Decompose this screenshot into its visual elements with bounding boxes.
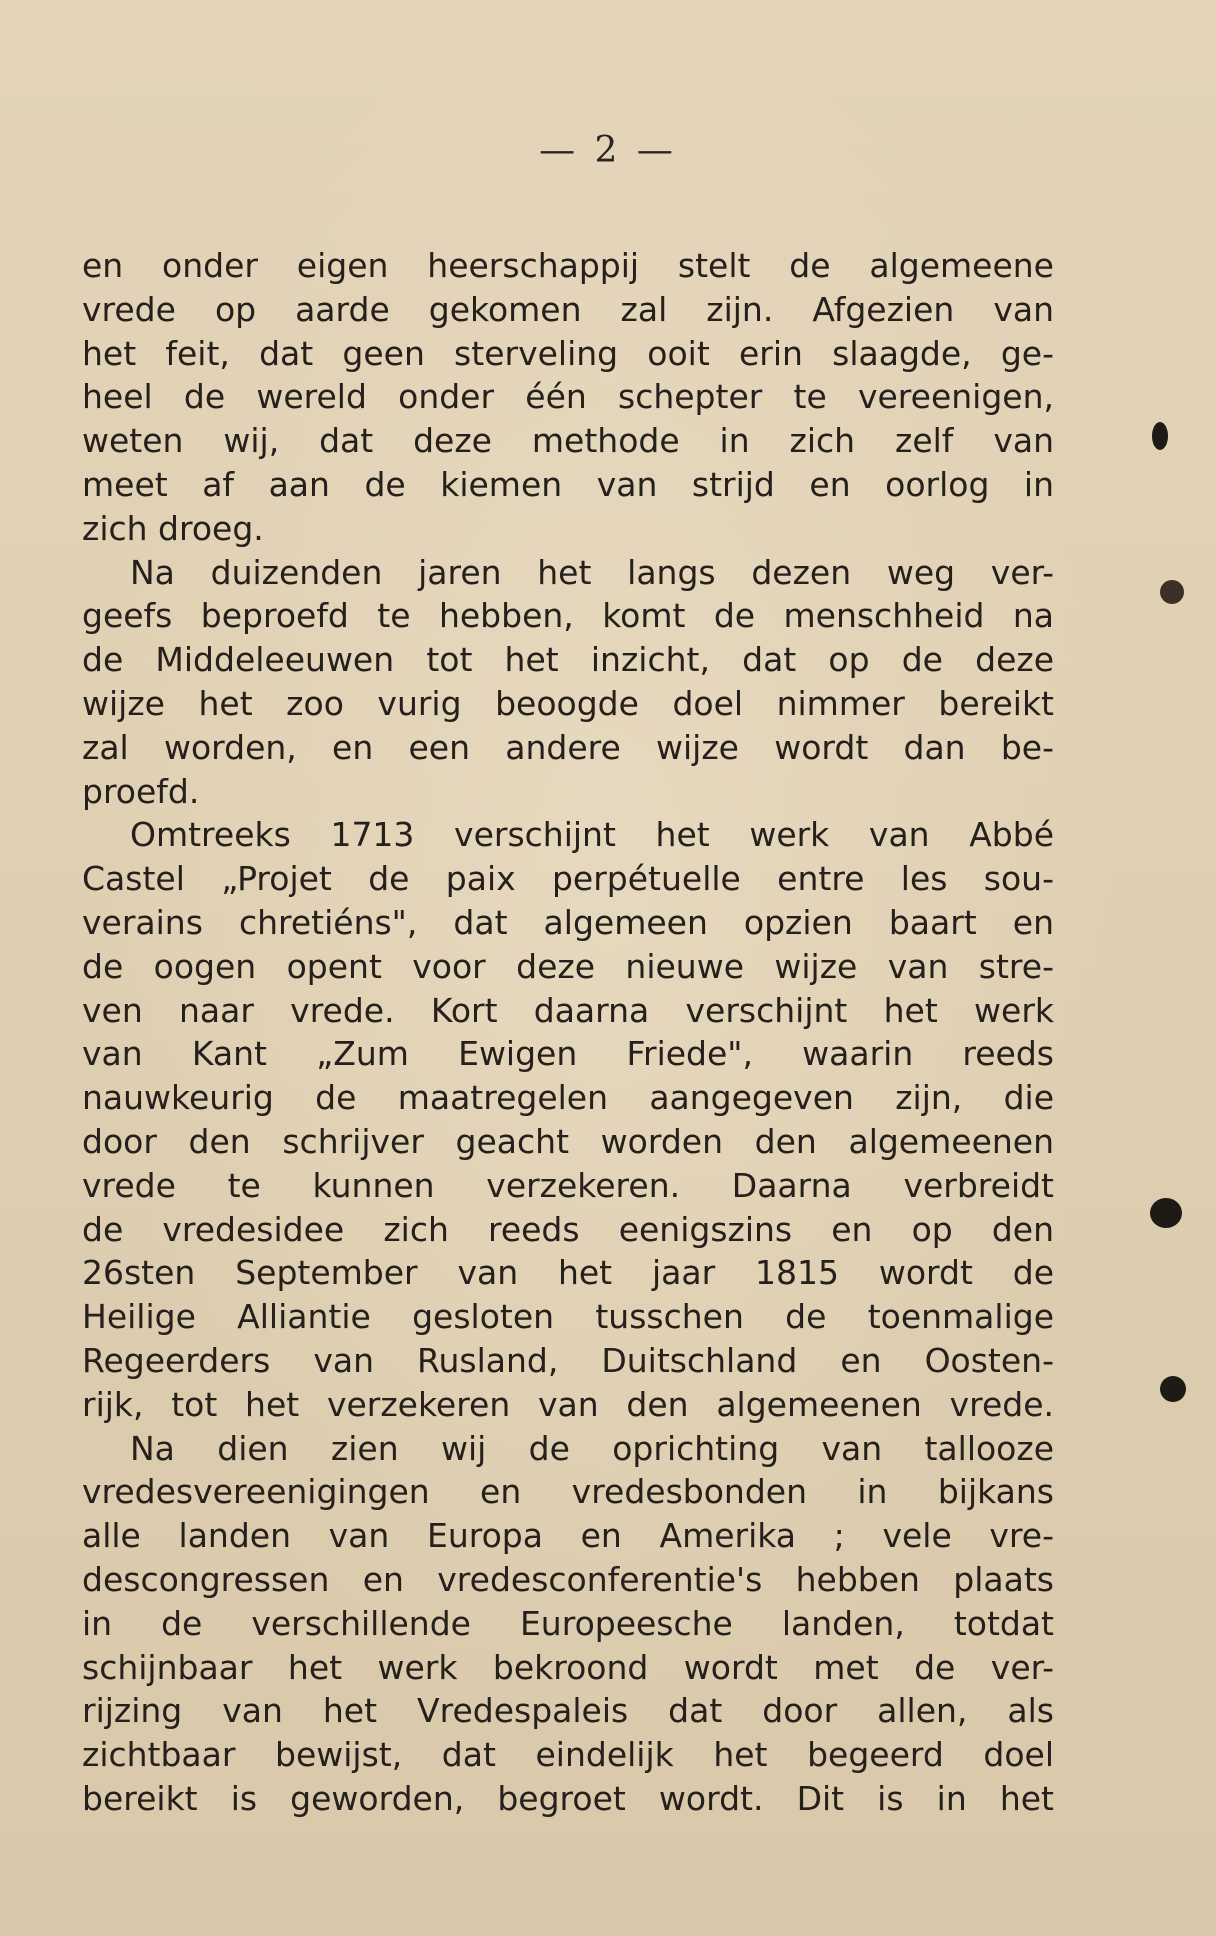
text-line: Na duizenden jaren het langs dezen weg ver- bbox=[130, 552, 1054, 592]
text-line: en onder eigen heerschappij stelt de algemeene bbox=[82, 246, 1054, 285]
page-number: — 2 — bbox=[539, 130, 677, 171]
text-line: wijze het zoo vurig beoogde doel nimmer bereikt bbox=[82, 683, 1054, 723]
text-line: geefs beproefd te hebben, komt de menschheid na bbox=[82, 596, 1054, 636]
text-line: Omtreeks 1713 verschijnt het werk van Abbé bbox=[130, 815, 1054, 855]
binding-hole bbox=[1160, 1376, 1186, 1402]
text-line: verains chretiéns", dat algemeen opzien baart en bbox=[82, 902, 1054, 942]
text-line: zich droeg. bbox=[82, 508, 264, 548]
text-line: vrede op aarde gekomen zal zijn. Afgezien van bbox=[82, 289, 1054, 329]
text-line: rijzing van het Vredespaleis dat door allen, als bbox=[82, 1691, 1054, 1731]
text-line: Na dien zien wij de oprichting van tallooze bbox=[130, 1428, 1054, 1468]
text-line: in de verschillende Europeesche landen, totdat bbox=[82, 1603, 1054, 1643]
text-line: vrede te kunnen verzekeren. Daarna verbreidt bbox=[82, 1165, 1054, 1205]
text-line: descongressen en vredesconferentie's hebben plaats bbox=[82, 1559, 1054, 1599]
body-text bbox=[82, 244, 1054, 1821]
text-line: door den schrijver geacht worden den algemeenen bbox=[82, 1121, 1054, 1161]
text-line: proefd. bbox=[82, 771, 200, 811]
text-line: zichtbaar bewijst, dat eindelijk het begeerd doel bbox=[82, 1735, 1054, 1775]
text-line: heel de wereld onder één schepter te vereenigen, bbox=[82, 377, 1054, 417]
text-line: rijk, tot het verzekeren van den algemeenen vrede. bbox=[82, 1384, 1054, 1424]
binding-hole bbox=[1160, 580, 1184, 604]
text-line: de vredesidee zich reeds eenigszins en op den bbox=[82, 1209, 1054, 1249]
text-line: de oogen opent voor deze nieuwe wijze van stre- bbox=[82, 946, 1054, 986]
text-line: ven naar vrede. Kort daarna verschijnt het werk bbox=[82, 990, 1054, 1030]
text-line: Heilige Alliantie gesloten tusschen de toenmalige bbox=[82, 1297, 1054, 1337]
text-line: meet af aan de kiemen van strijd en oorlog in bbox=[82, 464, 1054, 504]
text-line: de Middeleeuwen tot het inzicht, dat op de deze bbox=[82, 640, 1054, 680]
text-line: bereikt is geworden, begroet wordt. Dit is in het bbox=[82, 1778, 1054, 1818]
text-line: van Kant „Zum Ewigen Friede", waarin reeds bbox=[82, 1034, 1054, 1074]
text-line: het feit, dat geen sterveling ooit erin slaagde, ge- bbox=[82, 333, 1054, 373]
binding-hole bbox=[1150, 1198, 1182, 1228]
text-line: alle landen van Europa en Amerika ; vele vre- bbox=[82, 1516, 1054, 1556]
text-line: Castel „Projet de paix perpétuelle entre les sou- bbox=[82, 859, 1054, 899]
text-line: nauwkeurig de maatregelen aangegeven zijn, die bbox=[82, 1078, 1054, 1118]
text-line: weten wij, dat deze methode in zich zelf van bbox=[82, 421, 1054, 461]
text-line: schijnbaar het werk bekroond wordt met de ver- bbox=[82, 1647, 1054, 1687]
text-line: 26sten September van het jaar 1815 wordt de bbox=[82, 1253, 1054, 1293]
binding-hole bbox=[1152, 422, 1168, 450]
text-line: Regeerders van Rusland, Duitschland en Oosten- bbox=[82, 1340, 1054, 1380]
text-line: vredesvereenigingen en vredesbonden in bijkans bbox=[82, 1472, 1054, 1512]
text-line: zal worden, en een andere wijze wordt dan be- bbox=[82, 727, 1054, 767]
